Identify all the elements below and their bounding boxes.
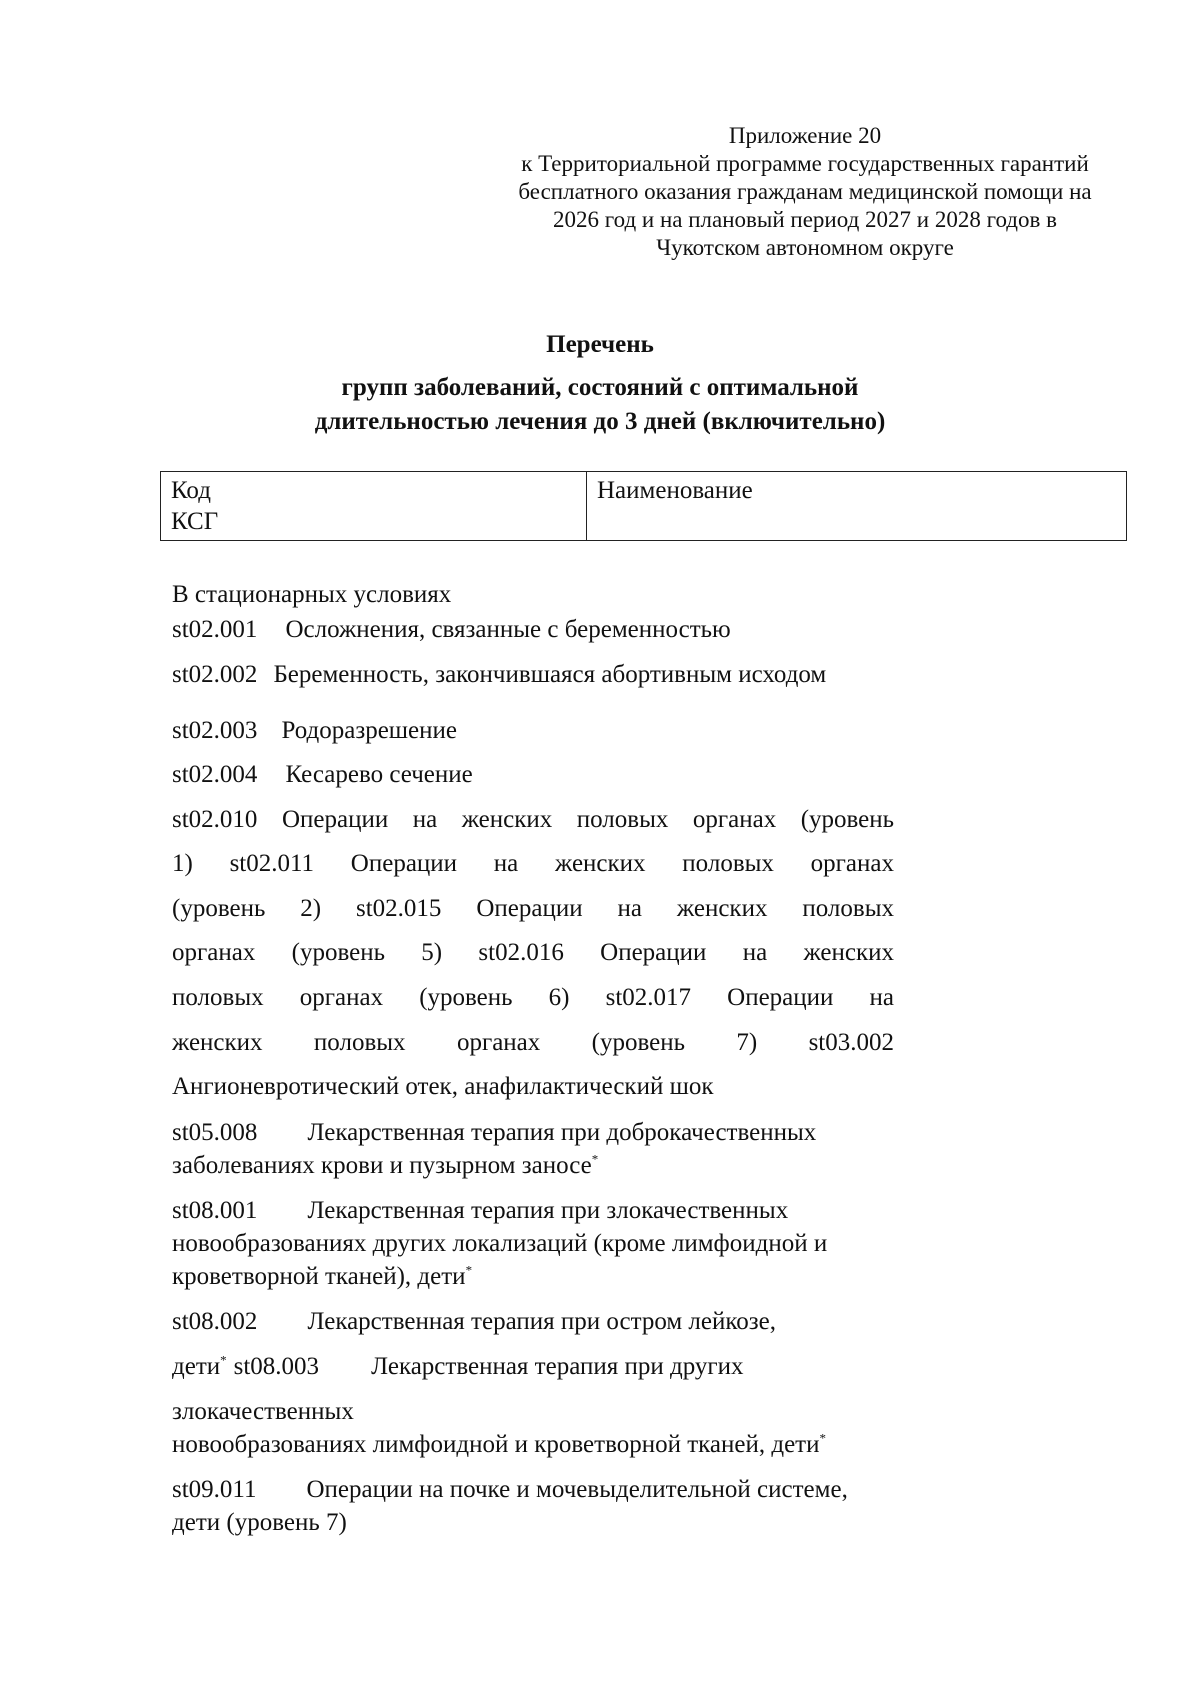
section-title: В стационарных условиях (172, 581, 452, 608)
list-item-continuation: дети (уровень 7) (172, 1509, 347, 1536)
item-text: заболеваниях крови и пузырном заносе (172, 1152, 592, 1179)
item-code: st08.001 (172, 1197, 258, 1224)
header-code-line-1: Код (171, 477, 211, 504)
item-text: Лекарственная терапия при доброкачественных (307, 1119, 817, 1146)
header-table (160, 471, 1127, 541)
justified-line-2 (172, 849, 894, 879)
word: на (493, 850, 519, 877)
word: на (869, 984, 894, 1011)
list-item (172, 1475, 848, 1505)
list-item-continuation (172, 1151, 598, 1181)
header-code-cell (161, 472, 587, 541)
item-text: дети (172, 1353, 221, 1380)
list-item (172, 615, 731, 645)
item-code: st08.002 (172, 1308, 258, 1335)
word: 1) (172, 850, 193, 877)
item-text: Беременность, закончившаяся абортивным исходом (273, 661, 827, 688)
word: органах (172, 939, 256, 966)
item-text: Кесарево сечение (285, 761, 473, 788)
annex-line-1: Приложение 20 (728, 123, 882, 148)
item-text: Лекарственная терапия при других (371, 1353, 744, 1380)
footnote-mark: * (591, 1151, 599, 1167)
list-item-continuation (172, 1430, 826, 1460)
word: (уровень (419, 984, 513, 1011)
word: половых (172, 984, 264, 1011)
justified-line-4 (172, 938, 894, 968)
word: органах (299, 984, 384, 1011)
word: половых (313, 1029, 406, 1056)
item-text: Лекарственная терапия при злокачественных (307, 1197, 789, 1224)
word: Операции (600, 939, 707, 966)
word: 7) (736, 1029, 758, 1056)
justified-line-5 (172, 983, 894, 1013)
list-item (172, 1307, 776, 1337)
list-item-continuation (172, 1262, 472, 1292)
list-item-text: Ангионевротический отек, анафилактический шок (172, 1073, 714, 1100)
item-code: st08.003 (233, 1353, 320, 1380)
header-name-cell: Наименование (587, 472, 1127, 541)
annex-line-5: Чукотском автономном округе (656, 235, 954, 260)
word: st02.015 (356, 895, 442, 922)
annex-line-2: к Территориальной программе государственных гарантий (521, 151, 1089, 176)
list-item-continuation: новообразованиях других локализаций (кроме лимфоидной и (172, 1230, 828, 1257)
item-text: кроветворной тканей), дети (172, 1263, 466, 1290)
item-text: Лекарственная терапия при остром лейкозе, (307, 1308, 776, 1335)
word: половых (682, 850, 774, 877)
word: органах (456, 1029, 541, 1056)
item-code: st02.004 (172, 761, 258, 788)
word: st02.017 (605, 984, 692, 1011)
item-text: новообразованиях лимфоидной и кроветворной тканей, дети (172, 1431, 820, 1458)
word: Операции (350, 850, 458, 877)
word: на (412, 806, 438, 833)
justified-line-1 (172, 805, 894, 835)
word: женских (676, 895, 768, 922)
item-text: Операции на почке и мочевыделительной системе, (306, 1476, 848, 1503)
annex-line-4: 2026 год и на плановый период 2027 и 2028 годов в (553, 207, 1057, 232)
item-text: Родоразрешение (281, 717, 457, 744)
document-title: Перечень (546, 331, 654, 358)
word: женских (172, 1029, 263, 1056)
word: половых (802, 895, 894, 922)
word: st02.010 (172, 806, 258, 833)
item-code: st02.001 (172, 616, 258, 643)
word: 5) (421, 939, 443, 966)
document-subtitle-line-1: групп заболеваний, состояний с оптимальной (341, 374, 859, 401)
word: женских (555, 850, 646, 877)
item-text: Осложнения, связанные с беременностью (285, 616, 731, 643)
word: органах (692, 806, 777, 833)
item-code: st02.003 (172, 717, 258, 744)
item-code: st09.011 (172, 1476, 257, 1503)
document-subtitle-line-2: длительностью лечения до 3 дней (включительно) (314, 408, 886, 435)
footnote-mark: * (819, 1430, 826, 1446)
footnote-mark: * (220, 1352, 227, 1368)
header-code-line-2: КСГ (171, 508, 219, 535)
word: (уровень (172, 895, 266, 922)
word: органах (810, 850, 894, 877)
word: (уровень (291, 939, 385, 966)
annex-line-3: бесплатного оказания гражданам медицинской помощи на (518, 179, 1092, 204)
word: Операции (727, 984, 834, 1011)
word: на (742, 939, 768, 966)
word: (уровень (591, 1029, 685, 1056)
list-item (172, 1352, 744, 1382)
list-item (172, 1118, 816, 1148)
footnote-mark: * (465, 1262, 473, 1278)
item-code: st05.008 (172, 1119, 258, 1146)
item-code: st02.002 (172, 661, 258, 688)
annex-header (470, 122, 1140, 262)
word: женских (803, 939, 895, 966)
word: половых (576, 806, 669, 833)
word: st02.011 (229, 850, 315, 877)
justified-line-6 (172, 1028, 894, 1058)
word: st03.002 (808, 1029, 895, 1056)
list-item-continuation: злокачественных (172, 1398, 354, 1425)
word: Операции (281, 806, 389, 833)
word: 2) (300, 895, 322, 922)
word: (уровень (800, 806, 895, 833)
word: на (617, 895, 642, 922)
word: женских (461, 806, 553, 833)
word: 6) (548, 984, 570, 1011)
list-item (172, 1196, 788, 1226)
list-item (172, 716, 457, 746)
word: st02.016 (478, 939, 564, 966)
word: Операции (476, 895, 583, 922)
justified-line-3 (172, 894, 894, 924)
list-item (172, 760, 473, 790)
list-item (172, 660, 826, 690)
